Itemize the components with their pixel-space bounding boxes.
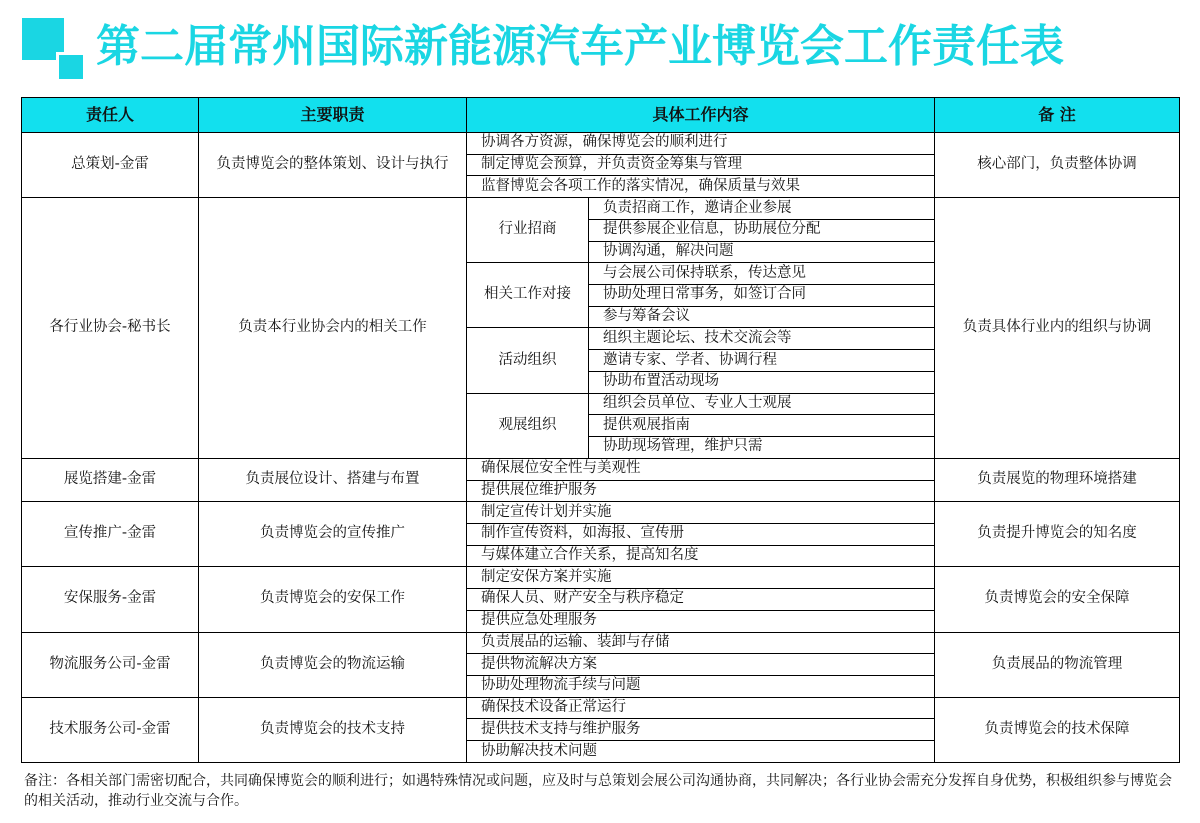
task-cell: 提供应急处理服务 [467, 610, 935, 632]
header-person: 责任人 [22, 98, 199, 133]
duty-cell: 负责本行业协会内的相关工作 [199, 198, 467, 459]
responsibility-table [21, 97, 1179, 763]
task-cell: 与会展公司保持联系，传达意见 [589, 263, 935, 285]
task-cell: 制定安保方案并实施 [467, 567, 935, 589]
page-title: 第二届常州国际新能源汽车产业博览会工作责任表 [96, 21, 1064, 72]
task-cell: 提供观展指南 [589, 415, 935, 437]
person-cell: 宣传推广-金雷 [22, 502, 199, 567]
task-cell: 提供展位维护服务 [467, 480, 935, 502]
table-row [22, 567, 1180, 589]
footnote: 备注：各相关部门需密切配合，共同确保博览会的顺利进行；如遇特殊情况或问题，应及时与总策划会展公司沟通协商，共同解决；各行业协会需充分发挥自身优势，积极组织参与博览会的相关活动，推动行业交流与合作。 [24, 773, 1172, 809]
task-cell: 协助现场管理，维护只需 [589, 437, 935, 459]
duty-cell: 负责展位设计、搭建与布置 [199, 458, 467, 501]
task-cell: 负责招商工作，邀请企业参展 [589, 198, 935, 220]
note-cell: 负责提升博览会的知名度 [935, 502, 1180, 567]
task-cell: 邀请专家、学者、协调行程 [589, 350, 935, 372]
task-cell: 提供技术支持与维护服务 [467, 719, 935, 741]
subgroup-cell: 活动组织 [467, 328, 589, 393]
task-cell: 协助解决技术问题 [467, 741, 935, 763]
task-cell: 组织主题论坛、技术交流会等 [589, 328, 935, 350]
task-cell: 制定博览会预算，并负责资金筹集与管理 [467, 154, 935, 176]
task-cell: 协助处理日常事务，如签订合同 [589, 285, 935, 307]
task-cell: 协助布置活动现场 [589, 371, 935, 393]
person-cell: 物流服务公司-金雷 [22, 632, 199, 697]
subgroup-cell: 相关工作对接 [467, 263, 589, 328]
task-cell: 提供参展企业信息，协助展位分配 [589, 219, 935, 241]
subgroup-cell: 行业招商 [467, 198, 589, 263]
task-cell: 参与筹备会议 [589, 306, 935, 328]
person-cell: 各行业协会-秘书长 [22, 198, 199, 459]
person-cell: 技术服务公司-金雷 [22, 697, 199, 762]
title-bar [22, 14, 1192, 80]
task-cell: 协助处理物流手续与问题 [467, 675, 935, 697]
task-cell: 协调沟通，解决问题 [589, 241, 935, 263]
table-row [22, 697, 1180, 719]
note-cell: 负责博览会的安全保障 [935, 567, 1180, 632]
header-note: 备 注 [935, 98, 1180, 133]
logo-squares-icon [22, 18, 82, 76]
task-cell: 制定宣传计划并实施 [467, 502, 935, 524]
person-cell: 安保服务-金雷 [22, 567, 199, 632]
person-cell: 展览搭建-金雷 [22, 458, 199, 501]
subgroup-cell: 观展组织 [467, 393, 589, 458]
task-cell: 协调各方资源，确保博览会的顺利进行 [467, 133, 935, 155]
note-cell: 负责博览会的技术保障 [935, 697, 1180, 762]
note-cell: 核心部门，负责整体协调 [935, 133, 1180, 198]
task-cell: 与媒体建立合作关系，提高知名度 [467, 545, 935, 567]
duty-cell: 负责博览会的技术支持 [199, 697, 467, 762]
header-tasks: 具体工作内容 [467, 98, 935, 133]
duty-cell: 负责博览会的整体策划、设计与执行 [199, 133, 467, 198]
task-cell: 组织会员单位、专业人士观展 [589, 393, 935, 415]
duty-cell: 负责博览会的安保工作 [199, 567, 467, 632]
duty-cell: 负责博览会的宣传推广 [199, 502, 467, 567]
task-cell: 制作宣传资料，如海报、宣传册 [467, 523, 935, 545]
note-cell: 负责展品的物流管理 [935, 632, 1180, 697]
header-row [22, 98, 1180, 133]
table-row [22, 502, 1180, 524]
table-row [22, 133, 1180, 155]
note-cell: 负责展览的物理环境搭建 [935, 458, 1180, 501]
duty-cell: 负责博览会的物流运输 [199, 632, 467, 697]
task-cell: 确保展位安全性与美观性 [467, 458, 935, 480]
person-cell: 总策划-金雷 [22, 133, 199, 198]
table-row [22, 632, 1180, 654]
task-cell: 确保人员、财产安全与秩序稳定 [467, 589, 935, 611]
table-row [22, 458, 1180, 480]
task-cell: 负责展品的运输、装卸与存储 [467, 632, 935, 654]
task-cell: 监督博览会各项工作的落实情况，确保质量与效果 [467, 176, 935, 198]
task-cell: 确保技术设备正常运行 [467, 697, 935, 719]
header-duty: 主要职责 [199, 98, 467, 133]
note-cell: 负责具体行业内的组织与协调 [935, 198, 1180, 459]
task-cell: 提供物流解决方案 [467, 654, 935, 676]
table-row [22, 198, 1180, 220]
